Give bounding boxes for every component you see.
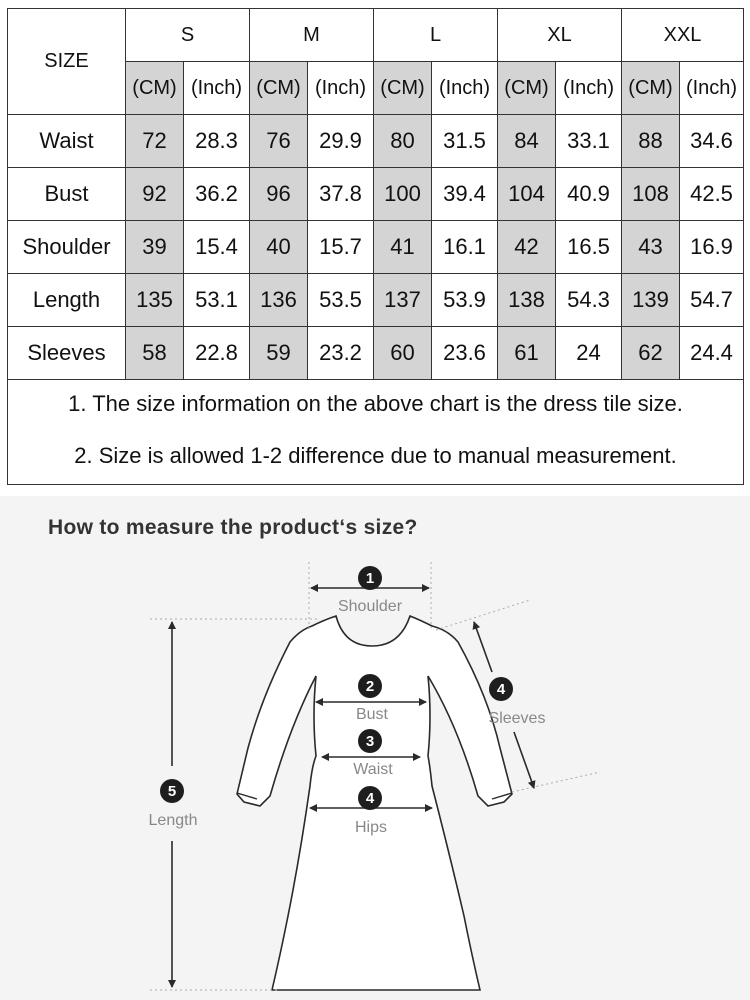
cell-cm: 104 [498, 168, 556, 221]
cell-cm: 60 [374, 327, 432, 380]
notes-row [8, 380, 744, 485]
cell-inch: 54.7 [680, 274, 744, 327]
cell-inch: 36.2 [184, 168, 250, 221]
unit-cm-header: (CM) [498, 62, 556, 115]
size-s-header: S [126, 9, 250, 62]
badge-sleeves [489, 677, 513, 701]
unit-cm-header: (CM) [374, 62, 432, 115]
unit-inch-header: (Inch) [184, 62, 250, 115]
label-waist: Waist [353, 761, 393, 778]
size-header-label: SIZE [8, 9, 126, 115]
cell-inch: 23.6 [432, 327, 498, 380]
svg-text:4: 4 [496, 681, 506, 698]
table-row-sleeves [8, 327, 744, 380]
size-chart [7, 8, 743, 485]
table-row-length [8, 274, 744, 327]
notes-cell [8, 380, 744, 485]
sleeve-arrow-bottom [514, 732, 534, 788]
cell-cm: 137 [374, 274, 432, 327]
measure-section [0, 496, 750, 1000]
cell-cm: 135 [126, 274, 184, 327]
dress-diagram [0, 496, 750, 1000]
cell-inch: 33.1 [556, 115, 622, 168]
cell-cm: 39 [126, 221, 184, 274]
size-m-header: M [250, 9, 374, 62]
cell-inch: 22.8 [184, 327, 250, 380]
cell-inch: 16.9 [680, 221, 744, 274]
table-row-bust [8, 168, 744, 221]
cell-cm: 96 [250, 168, 308, 221]
cell-cm: 72 [126, 115, 184, 168]
svg-text:3: 3 [365, 733, 375, 750]
size-xl-header: XL [498, 9, 622, 62]
size-l-header: L [374, 9, 498, 62]
badge-bust [358, 674, 382, 698]
cell-cm: 59 [250, 327, 308, 380]
cell-inch: 16.5 [556, 221, 622, 274]
svg-text:2: 2 [365, 678, 375, 695]
badge-length [160, 779, 184, 803]
cell-inch: 34.6 [680, 115, 744, 168]
cell-cm: 138 [498, 274, 556, 327]
label-length: Length [148, 812, 198, 829]
cell-cm: 43 [622, 221, 680, 274]
label-shoulder: Shoulder [337, 598, 403, 615]
cell-inch: 53.1 [184, 274, 250, 327]
unit-inch-header: (Inch) [432, 62, 498, 115]
unit-inch-header: (Inch) [556, 62, 622, 115]
cell-cm: 136 [250, 274, 308, 327]
size-xxl-header: XXL [622, 9, 744, 62]
row-label: Waist [8, 115, 126, 168]
unit-inch-header: (Inch) [308, 62, 374, 115]
note-1: 1. The size information on the above chart is the dress tile size. [68, 391, 683, 416]
unit-cm-header: (CM) [622, 62, 680, 115]
size-header-row [8, 9, 744, 62]
cell-inch: 40.9 [556, 168, 622, 221]
measure-title: How to measure the product‘s size? [48, 516, 418, 539]
cell-cm: 76 [250, 115, 308, 168]
table-row-shoulder [8, 221, 744, 274]
svg-text:5: 5 [167, 783, 177, 800]
unit-cm-header: (CM) [250, 62, 308, 115]
cell-inch: 53.5 [308, 274, 374, 327]
badge-hips [358, 786, 382, 810]
cell-inch: 15.4 [184, 221, 250, 274]
cell-cm: 139 [622, 274, 680, 327]
table-row-waist [8, 115, 744, 168]
row-label: Shoulder [8, 221, 126, 274]
cell-inch: 39.4 [432, 168, 498, 221]
cell-cm: 40 [250, 221, 308, 274]
cell-cm: 84 [498, 115, 556, 168]
svg-text:4: 4 [365, 790, 375, 807]
unit-cm-header: (CM) [126, 62, 184, 115]
cell-cm: 88 [622, 115, 680, 168]
cell-inch: 54.3 [556, 274, 622, 327]
cell-inch: 28.3 [184, 115, 250, 168]
cell-inch: 37.8 [308, 168, 374, 221]
cell-cm: 80 [374, 115, 432, 168]
badge-waist [358, 729, 382, 753]
note-2: 2. Size is allowed 1-2 difference due to manual measurement. [74, 443, 677, 468]
cell-inch: 24 [556, 327, 622, 380]
label-sleeves: Sleeves [488, 710, 546, 727]
cell-cm: 92 [126, 168, 184, 221]
size-table [7, 8, 744, 485]
svg-text:1: 1 [365, 570, 375, 587]
sleeve-guide-bottom [512, 772, 600, 792]
cell-inch: 24.4 [680, 327, 744, 380]
badge-shoulder [358, 566, 382, 590]
cell-inch: 31.5 [432, 115, 498, 168]
sleeve-guide-top [436, 600, 530, 630]
row-label: Bust [8, 168, 126, 221]
cell-cm: 100 [374, 168, 432, 221]
unit-inch-header: (Inch) [680, 62, 744, 115]
cell-cm: 41 [374, 221, 432, 274]
cell-inch: 15.7 [308, 221, 374, 274]
cell-cm: 61 [498, 327, 556, 380]
label-bust: Bust [355, 706, 389, 723]
cell-inch: 53.9 [432, 274, 498, 327]
cell-cm: 62 [622, 327, 680, 380]
cell-inch: 29.9 [308, 115, 374, 168]
sleeve-arrow-top [474, 622, 492, 672]
cell-cm: 108 [622, 168, 680, 221]
cell-cm: 42 [498, 221, 556, 274]
label-hips: Hips [354, 819, 388, 836]
row-label: Length [8, 274, 126, 327]
row-label: Sleeves [8, 327, 126, 380]
cell-inch: 42.5 [680, 168, 744, 221]
cell-inch: 23.2 [308, 327, 374, 380]
cell-cm: 58 [126, 327, 184, 380]
cell-inch: 16.1 [432, 221, 498, 274]
